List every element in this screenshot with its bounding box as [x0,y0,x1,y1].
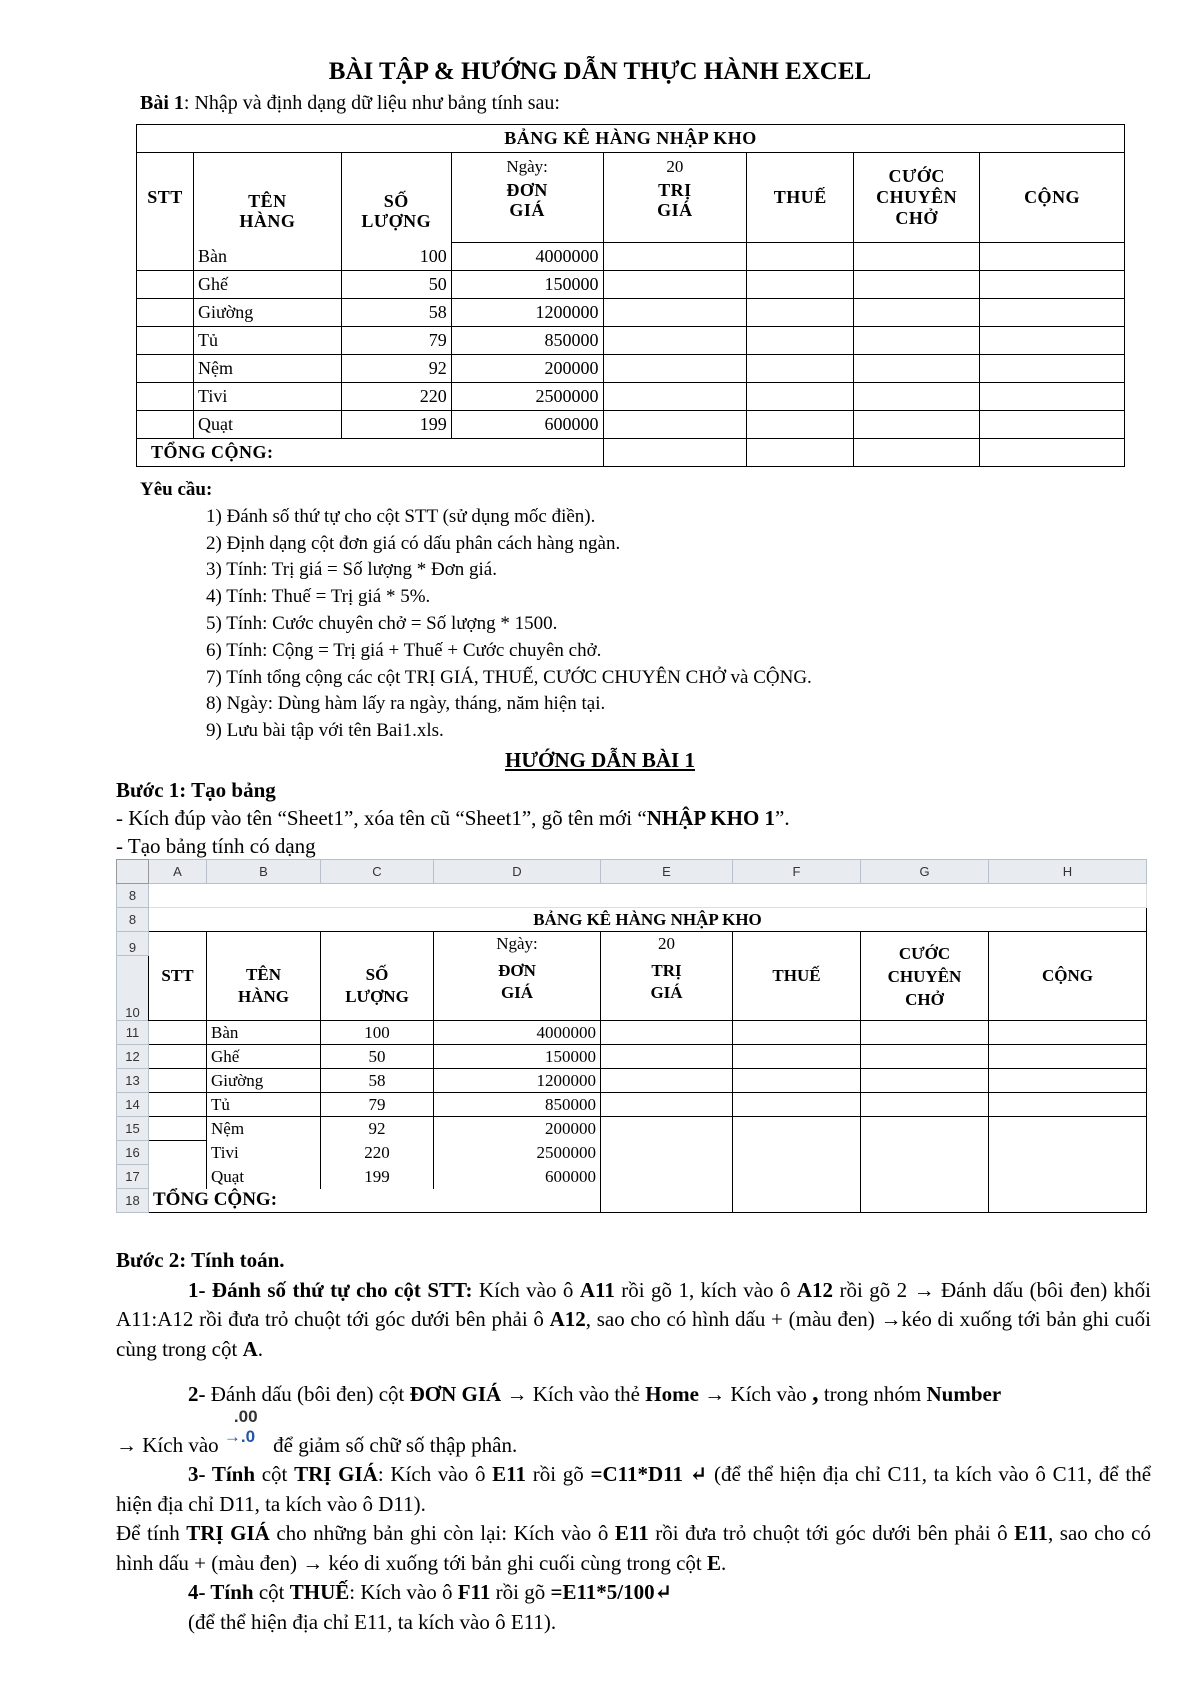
table-row [137,383,1125,411]
comma-style-icon: , [812,1378,819,1407]
step-2-paragraph-4: Để tính TRỊ GIÁ cho những bản ghi còn lại: Kích vào ô E11 rồi đưa trỏ chuột tới góc dưới bên phải ô E11, sao cho có hình dấu + (màu đen) → kéo di xuống tới bản ghi cuối cùng trong cột E. [116,1521,1151,1575]
row-header: 9 [117,932,149,956]
sheet-header-cuoc-chuyen-cho: CƯỚC CHUYÊN CHỞ [861,932,989,1021]
row-header: 13 [117,1069,149,1093]
exercise-1-intro [140,92,560,115]
step-2-paragraph-1: 1- Đánh số thứ tự cho cột STT: Kích vào ô A11 rồi gõ 1, kích vào ô A12 rồi gõ 2 → Đánh dấu (bôi đen) khối A11:A12 rồi đưa trỏ chuột tới góc dưới bên phải ô A12, sao cho có hình dấu + (màu đen) →kéo di xuống tới bản ghi cuối cùng trong cột A. [116,1277,1151,1361]
exercise-1-label: Bài 1 [140,92,184,114]
step-2-paragraph-6: (để thể hiện địa chỉ E11, ta kích vào ô E11). [188,1609,557,1634]
item-price: 850000 [451,327,603,355]
step-2-paragraph-2: 2- Đánh dấu (bôi đen) cột ĐƠN GIÁ → Kích vào thẻ Home → Kích vào , trong nhóm Number [188,1378,1002,1407]
table-row [137,411,1125,439]
row-header: 16 [117,1141,149,1165]
sheet-row [117,1045,1147,1069]
item-name: Tủ [193,327,341,355]
sheet-item-price: 850000 [434,1093,601,1117]
total-label: TỔNG CỘNG: [137,439,604,467]
header-don-gia: ĐƠN GIÁ [451,180,603,243]
column-header: G [861,860,989,884]
item-qty: 199 [341,411,451,439]
exercise-1-text: : Nhập và định dạng dữ liệu như bảng tính sau: [183,92,560,114]
date-value: 20 [603,153,747,181]
sheet-header-stt: STT [149,932,207,1021]
decrease-decimal-icon: .00 →.0 [223,1406,258,1446]
sheet-table-title: BẢNG KÊ HÀNG NHẬP KHO [149,908,1147,932]
header-stt: STT [137,153,194,243]
item-qty: 50 [341,271,451,299]
sheet-row [117,1093,1147,1117]
corner-cell [117,860,149,884]
step-2-title: Bước 2: Tính toán. [116,1248,285,1272]
spreadsheet-image [116,859,1146,1213]
sheet-row [117,1069,1147,1093]
table-row [137,327,1125,355]
column-header: D [434,860,601,884]
sheet-row [117,1165,1147,1189]
table-row [137,299,1125,327]
column-header: E [601,860,733,884]
requirement-item: 8) Ngày: Dùng hàm lấy ra ngày, tháng, năm hiện tại. [206,693,606,715]
sheet-item-price: 600000 [434,1165,601,1189]
sheet-item-qty: 79 [321,1093,434,1117]
requirements-heading: Yêu cầu: [140,479,213,500]
total-row [137,439,1125,467]
sheet-item-price: 2500000 [434,1141,601,1165]
sheet-item-qty: 220 [321,1141,434,1165]
sheet-item-price: 4000000 [434,1021,601,1045]
header-thue: THUẾ [747,153,854,243]
requirement-item: 3) Tính: Trị giá = Số lượng * Đơn giá. [206,559,497,581]
sheet-item-name: Tivi [207,1141,321,1165]
item-name: Tivi [193,383,341,411]
inventory-rows [137,243,1125,467]
step-1 [116,776,790,860]
sheet-header-tri-gia: TRỊ GIÁ [601,956,733,1021]
sheet-item-qty: 50 [321,1045,434,1069]
row-header: 8 [117,908,149,932]
row-header: 14 [117,1093,149,1117]
item-qty: 92 [341,355,451,383]
guide-title: HƯỚNG DẪN BÀI 1 [505,748,695,772]
sheet-header-cong: CỘNG [989,932,1147,1021]
requirements [140,477,812,745]
item-price: 200000 [451,355,603,383]
sheet-item-name: Tủ [207,1093,321,1117]
sheet-row [117,1117,1147,1141]
column-header: F [733,860,861,884]
requirement-item: 5) Tính: Cước chuyên chở = Số lượng * 1500. [206,612,558,634]
column-header: C [321,860,434,884]
sheet-header-so-luong: SỐ LƯỢNG [321,932,434,1021]
requirement-item: 6) Tính: Cộng = Trị giá + Thuế + Cước chuyên chở. [206,639,602,661]
header-so-luong: SỐ LƯỢNG [341,153,451,243]
header-tri-gia: TRỊ GIÁ [603,180,747,243]
row-header: 11 [117,1021,149,1045]
item-price: 2500000 [451,383,603,411]
row-header: 8 [117,884,149,908]
sheet-item-qty: 199 [321,1165,434,1189]
item-name: Ghế [193,271,341,299]
sheet-item-price: 1200000 [434,1069,601,1093]
row-header: 18 [117,1189,149,1213]
row-header: 10 [117,956,149,1021]
document-title: BÀI TẬP & HƯỚNG DẪN THỰC HÀNH EXCEL [328,58,872,85]
requirements-list [140,504,812,745]
header-cong: CỘNG [980,153,1125,243]
sheet-item-name: Nệm [207,1117,321,1141]
step-2-paragraph-3: 3- Tính cột TRỊ GIÁ: Kích vào ô E11 rồi gõ =C11*D11 ↵ (để thể hiện địa chỉ C11, ta kích vào ô C11, để thể hiện địa chỉ D11, ta kích vào ô D11). [116,1462,1152,1516]
table-row [137,271,1125,299]
step-1-line-1: - Kích đúp vào tên “Sheet1”, xóa tên cũ “Sheet1”, gõ tên mới “NHẬP KHO 1”. [116,806,790,830]
item-qty: 220 [341,383,451,411]
requirement-item: 7) Tính tổng cộng các cột TRỊ GIÁ, THUẾ, CƯỚC CHUYÊN CHỞ và CỘNG. [206,666,812,688]
sheet-row [117,1141,1147,1165]
header-ten-hang: TÊN HÀNG [193,153,341,243]
item-qty: 100 [341,243,451,271]
item-price: 4000000 [451,243,603,271]
step-2-paragraph-5: 4- Tính cột THUẾ: Kích vào ô F11 rồi gõ =E11*5/100↵ [188,1580,673,1604]
sheet-item-name: Giường [207,1069,321,1093]
sheet-header-ten-hang: TÊN HÀNG [207,932,321,1021]
sheet-item-name: Ghế [207,1045,321,1069]
header-cuoc-chuyen-cho: CƯỚC CHUYÊN CHỞ [854,153,980,243]
sheet-item-qty: 100 [321,1021,434,1045]
sheet-item-price: 150000 [434,1045,601,1069]
column-header: A [149,860,207,884]
item-price: 150000 [451,271,603,299]
step-1-title: Bước 1: Tạo bảng [116,778,276,802]
sheet-total-row [117,1189,1147,1213]
sheet-item-qty: 58 [321,1069,434,1093]
sheet-item-name: Bàn [207,1021,321,1045]
column-header: B [207,860,321,884]
table-row [137,355,1125,383]
requirement-item: 4) Tính: Thuế = Trị giá * 5%. [206,586,431,608]
sheet-item-name: Quạt [207,1165,321,1189]
sheet-item-qty: 92 [321,1117,434,1141]
inventory-table [136,124,1125,467]
sheet-header-don-gia: ĐƠN GIÁ [434,956,601,1021]
item-price: 1200000 [451,299,603,327]
step-2-paragraph-2-cont: → Kích vào .00 →.0 để giảm số chữ số thập phân. [116,1406,518,1457]
item-name: Nệm [193,355,341,383]
item-qty: 79 [341,327,451,355]
step-1-line-2: - Tạo bảng tính có dạng [116,834,316,858]
item-name: Quạt [193,411,341,439]
item-name: Giường [193,299,341,327]
row-header: 17 [117,1165,149,1189]
requirement-item: 9) Lưu bài tập với tên Bai1.xls. [206,720,444,742]
sheet-item-price: 200000 [434,1117,601,1141]
sheet-date-label: Ngày: [434,932,601,956]
row-header: 12 [117,1045,149,1069]
item-qty: 58 [341,299,451,327]
row-header: 15 [117,1117,149,1141]
requirement-item: 2) Định dạng cột đơn giá có dấu phân cách hàng ngàn. [206,532,621,554]
step-2 [116,1246,1151,1637]
sheet-total-label: TỔNG CỘNG: [149,1189,601,1213]
item-name: Bàn [193,243,341,271]
date-label: Ngày: [451,153,603,181]
sheet-row [117,1021,1147,1045]
column-header: H [989,860,1147,884]
requirement-item: 1) Đánh số thứ tự cho cột STT (sử dụng mốc điền). [206,505,596,527]
table-row [137,243,1125,271]
item-price: 600000 [451,411,603,439]
table-title: BẢNG KÊ HÀNG NHẬP KHO [137,125,1125,153]
sheet-header-thue: THUẾ [733,932,861,1021]
sheet-date-value: 20 [601,932,733,956]
